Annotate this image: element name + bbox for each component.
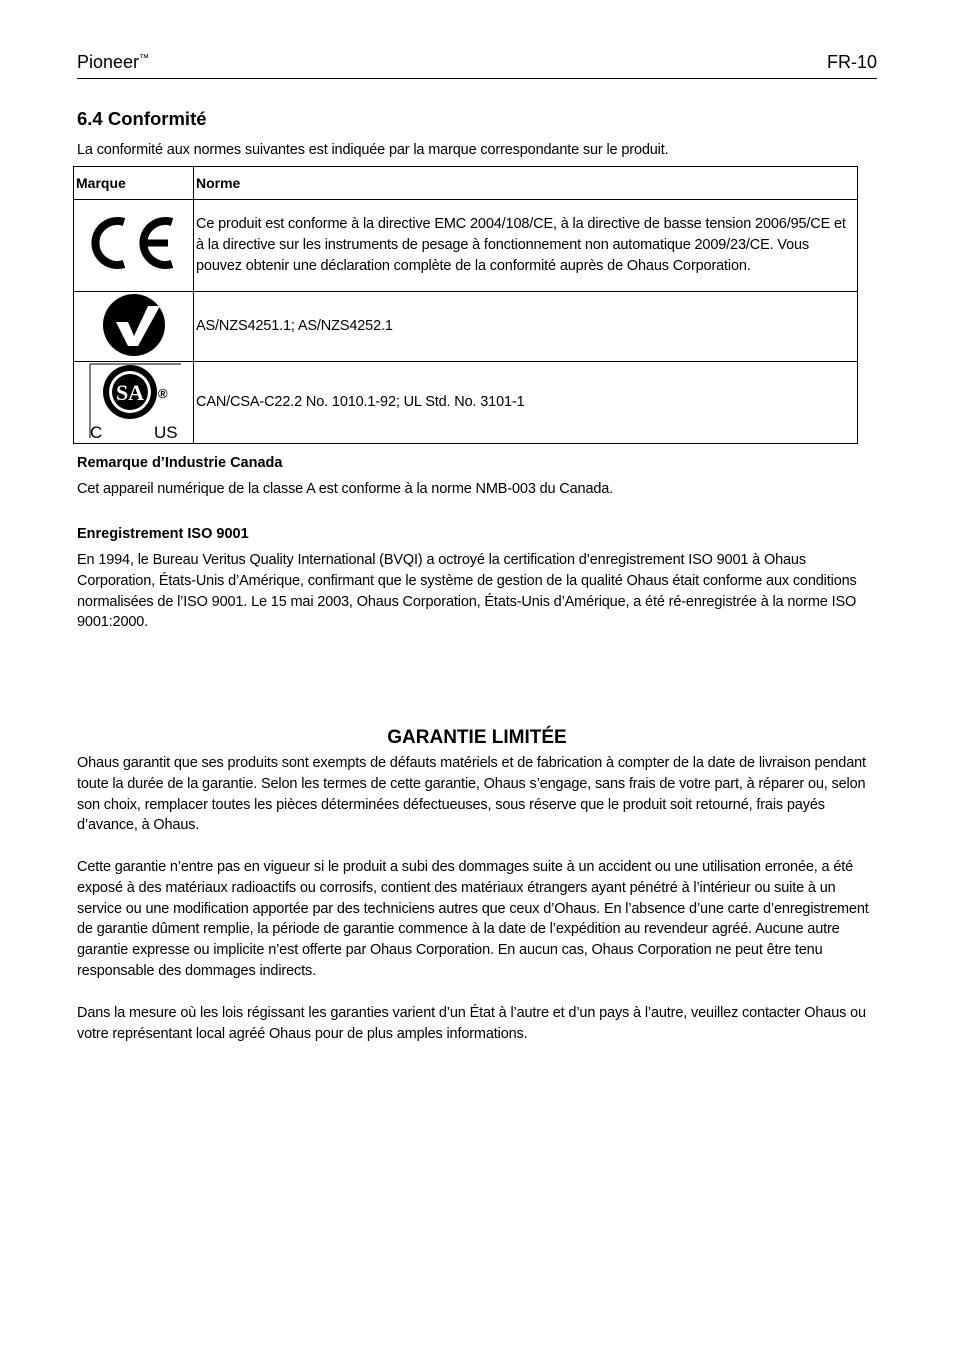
- section-title: 6.4 Conformité: [77, 108, 207, 129]
- norm-text: AS/NZS4251.1; AS/NZS4252.1: [194, 292, 858, 362]
- industry-canada-title: Remarque d’Industrie Canada: [77, 455, 283, 471]
- c-tick-mark-icon: [76, 292, 191, 356]
- svg-text:SA: SA: [115, 380, 145, 405]
- iso-title: Enregistrement ISO 9001: [77, 526, 249, 542]
- section-intro: La conformité aux normes suivantes est indiquée par la marque correspondante sur le produit.: [77, 142, 669, 158]
- table-row: [74, 362, 858, 444]
- table-row: [74, 292, 858, 362]
- page-header: [77, 52, 877, 79]
- warranty-paragraph: Dans la mesure où les lois régissant les garanties varient d’un État à l’autre et d’un pays à l’autre, veuillez contacter Ohaus ou votre représentant local agréé Ohaus pour de plus amples informations.: [77, 1005, 866, 1042]
- warranty-paragraph: Ohaus garantit que ses produits sont exempts de défauts matériels et de fabrication à compter de la date de livraison pendant toute la durée de la garantie. Selon les termes de cette garantie, Ohaus s’engage, sans frais de votre part, à réparer ou, selon son choix, remplacer toutes les pièces déterminées défectueuses, sous réserve que le produit soit retourné, frais payés d’avance, à Ohaus.: [77, 755, 866, 834]
- column-header-mark: Marque: [74, 167, 194, 200]
- trademark-symbol: ™: [139, 53, 150, 64]
- ce-mark-icon: [76, 200, 191, 286]
- page-number: FR-10: [826, 52, 877, 72]
- csa-label-us: US: [154, 423, 178, 442]
- product-name: Pioneer™: [77, 52, 150, 72]
- industry-canada-text: Cet appareil numérique de la classe A est conforme à la norme NMB-003 du Canada.: [77, 481, 614, 497]
- column-header-norm: Norme: [194, 167, 858, 200]
- c-tick-mark-cell: [74, 292, 194, 362]
- table-row: [74, 200, 858, 292]
- table-header-row: [74, 167, 858, 200]
- warranty-paragraph: Cette garantie n’entre pas en vigueur si le produit a subi des dommages suite à un accident ou une utilisation erronée, a été exposé à des matériaux radioactifs ou corrosifs, contient des matériaux étrangers ayant pénétré à l’intérieur ou suite à un service ou une modification apportée par des techniciens autres que ceux d’Ohaus. En l’absence d’une carte d’enregistrement de garantie dûment remplie, la période de garantie commence à la date de l’expédition au revendeur agréé. Aucune autre garantie expresse ou implicite n’est offerte par Ohaus Corporation. En aucun cas, Ohaus Corporation ne peut être tenu responsable des dommages indirects.: [77, 859, 869, 979]
- csa-label-c: C: [90, 423, 103, 442]
- csa-registered-mark: ®: [158, 386, 168, 401]
- csa-mark-cell: [74, 362, 194, 444]
- norm-text: Ce produit est conforme à la directive EMC 2004/108/CE, à la directive de basse tension 2006/95/CE et à la directive sur les instruments de pesage à fonctionnement non automatique 2009/23/CE. Vous pouvez obtenir une déclaration complète de la conformité auprès de Ohaus Corporation.: [194, 200, 858, 292]
- norm-text: CAN/CSA-C22.2 No. 1010.1-92; UL Std. No. 3101-1: [194, 362, 858, 444]
- ce-mark-cell: [74, 200, 194, 292]
- compliance-table: [73, 166, 858, 444]
- warranty-title: GARANTIE LIMITÉE: [387, 727, 567, 748]
- iso-text: En 1994, le Bureau Veritus Quality International (BVQI) a octroyé la certification d’enregistrement ISO 9001 à Ohaus Corporation, États-Unis d’Amérique, confirmant que le système de gestion de la qualité Ohaus était conforme aux conditions normalisées de l’ISO 9001. Le 15 mai 2003, Ohaus Corporation, États-Unis d’Amérique, a été ré-enregistrée à la norme ISO 9001:2000.: [77, 552, 857, 631]
